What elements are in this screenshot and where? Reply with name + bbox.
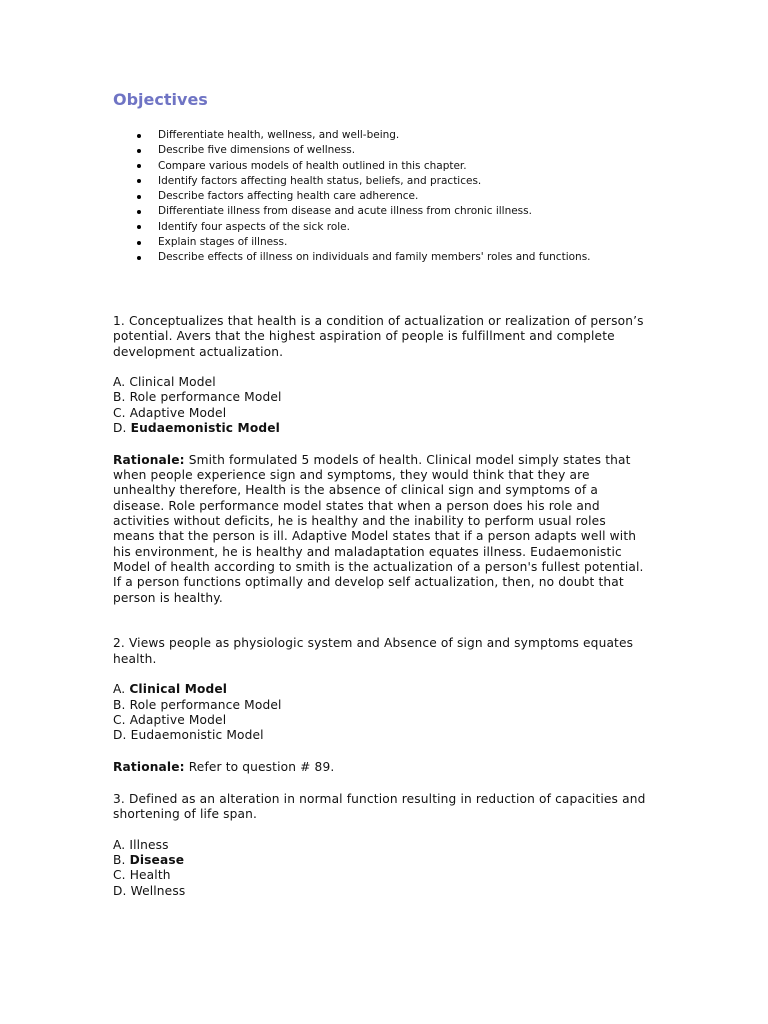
question-2 (113, 636, 658, 775)
objectives-list (158, 128, 591, 266)
objective-item: Identify factors affecting health status, beliefs, and practices. (158, 174, 591, 189)
question-stem-line: development actualization. (113, 344, 284, 359)
objective-item: Explain stages of illness. (158, 235, 591, 250)
questions-section (113, 314, 658, 899)
objective-item: Compare various models of health outlined in this chapter. (158, 159, 591, 174)
question-stem-line: 1. Conceptualizes that health is a condition of actualization or realization of person’s (113, 314, 644, 328)
option-b: B. Role performance Model (113, 390, 282, 405)
objective-item: Describe factors affecting health care adherence. (158, 189, 591, 204)
option-c: C. Adaptive Model (113, 712, 227, 727)
question-stem-line: potential. Avers that the highest aspiration of people is fulfillment and complete (113, 329, 615, 344)
rationale: Rationale: Refer to question # 89. (113, 760, 335, 775)
option-d: D. Eudaemonistic Model (113, 728, 264, 743)
option-c: C. Adaptive Model (113, 405, 227, 420)
question-stem-line: 3. Defined as an alteration in normal function resulting in reduction of capacities and (113, 791, 646, 806)
objective-item: Identify four aspects of the sick role. (158, 220, 591, 235)
objective-item: Describe five dimensions of wellness. (158, 143, 591, 158)
objective-item: Differentiate health, wellness, and well-being. (158, 128, 591, 143)
option-a-answer: A. Clinical Model (113, 682, 228, 697)
option-d: D. Wellness (113, 883, 186, 898)
rationale-label: Rationale: (113, 452, 185, 467)
question-stem-line: shortening of life span. (113, 807, 258, 822)
rationale-label: Rationale: (113, 760, 185, 775)
objectives-heading: Objectives (113, 90, 208, 109)
option-b: B. Role performance Model (113, 697, 282, 712)
question-1 (113, 314, 658, 606)
option-c: C. Health (113, 868, 171, 883)
rationale: Rationale: Smith formulated 5 models of health. Clinical model simply states that when people experience sign and symptoms, they would think that they are unhealthy therefore, Health is the absence of clinical sign and symptoms of a disease. Role performance model states that when a person does his role and activities without deficits, he is healthy and the inability to perform usual roles means that the person is ill. Adaptive Model states that if a person adapts well with his environment, he is healthy and maladaptation equates illness. Eudaemonistic Model of health according to smith is the actualization of a person's fullest potential. If a person functions optimally and develop self actualization, then, no doubt that person is healthy. (113, 452, 644, 605)
option-d-answer: D. Eudaemonistic Model (113, 421, 280, 436)
option-a: A. Illness (113, 837, 169, 852)
question-stem-line: health. (113, 651, 157, 666)
question-stem-line: 2. Views people as physiologic system and Absence of sign and symptoms equates (113, 636, 634, 651)
option-a: A. Clinical Model (113, 375, 216, 390)
option-b-answer: B. Disease (113, 853, 185, 867)
question-3 (113, 792, 658, 899)
objective-item: Differentiate illness from disease and acute illness from chronic illness. (158, 204, 591, 219)
objective-item: Describe effects of illness on individuals and family members' roles and functions. (158, 250, 591, 265)
